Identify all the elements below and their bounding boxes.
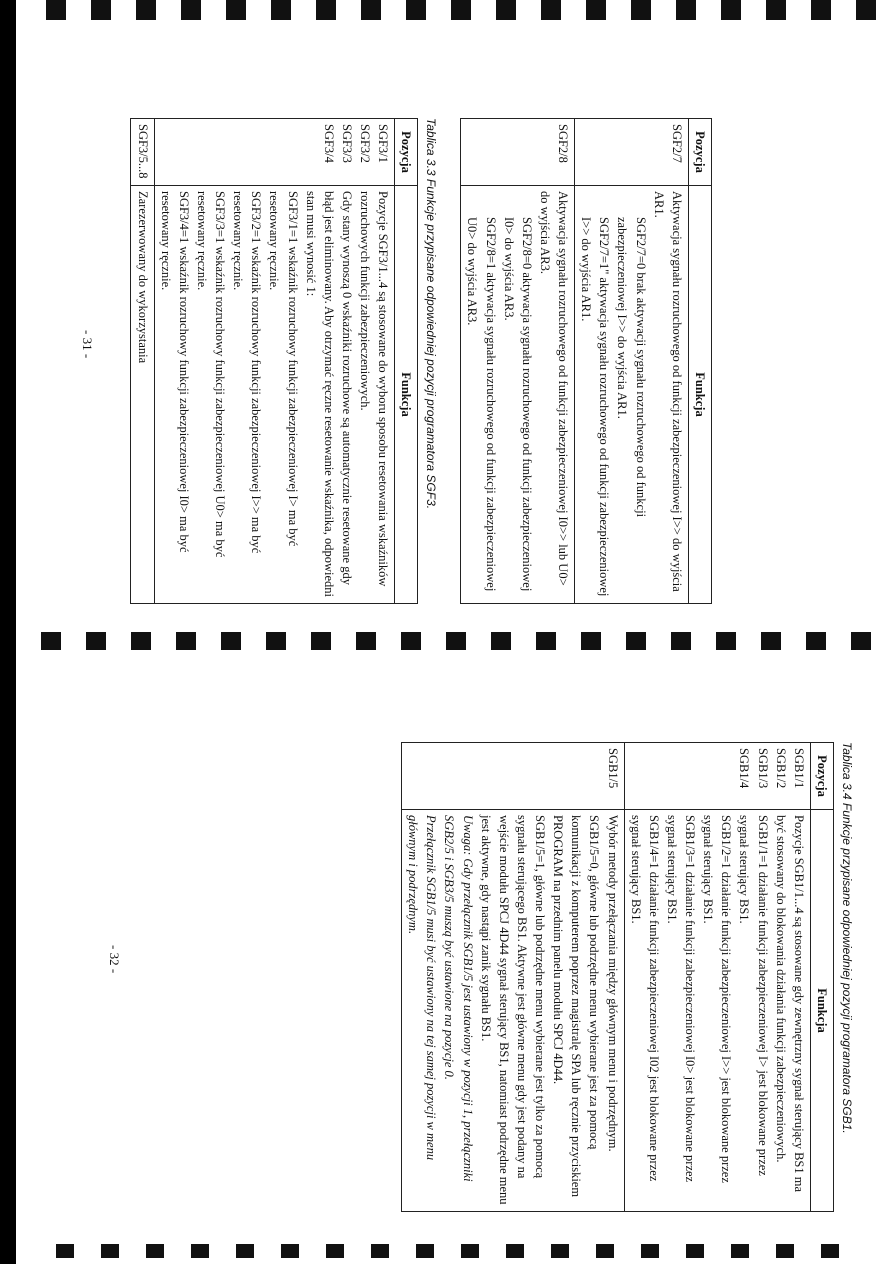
table-sgf3: [131, 118, 419, 604]
row-line: Pozycje SGB1/1...4 są stosowane gdy zewnętrzny sygnał sterujący BS1 ma być stosowany do blokowania działania funkcji zabezpieczeniowych.: [773, 815, 806, 1193]
row-note: Przełącznik SGB1/5 musi być ustawiony na tej samej pozycji w menu głównym i podrzędnym.: [406, 815, 439, 1161]
row-position: SGF3/3: [340, 124, 354, 163]
row-line: Aktywacja sygnału rozruchowego od funkcji zabezpieczeniowej I0>> lub U0> do wyjścia AR3.: [538, 191, 571, 586]
row-line: SGF3/1=1 wskaźnik rozruchowy funkcji zabezpieczeniowej I> ma być resetowany ręcznie.: [267, 191, 300, 547]
table-row: [131, 119, 154, 604]
table-caption-3-4: Tablica 3.4 Funkcje przypisane odpowiedniej pozycji programatora SGB1.: [840, 742, 854, 1134]
table-row: [624, 743, 810, 1212]
page-number-32: - 32 -: [107, 945, 122, 974]
header-pozycja: Pozycja: [395, 119, 418, 186]
table-sgf2: [460, 118, 712, 604]
row-line: SGB1/2=1 działanie funkcji zabezpieczeniowej I>> jest blokowane przez sygnał sterujący BS1.: [701, 815, 734, 1183]
row-position: SGF3/5...8: [131, 119, 154, 186]
row-position: SGB1/2: [773, 748, 788, 789]
table-row: [154, 119, 395, 604]
row-line: Gdy stany wynoszą 0 wskaźniki rozruchowe są automatycznie resetowane gdy błąd jest eliminowany. Aby otrzymać ręczne resetowanie wskaźnika, odpowiedni stan musi wynosić 1:: [303, 191, 354, 597]
table-row: [402, 743, 625, 1212]
row-line: Aktywacja sygnału rozruchowego od funkcji zabezpieczeniowej I>> do wyjścia AR1.: [651, 191, 684, 592]
row-position: SGB1/1: [791, 748, 806, 789]
row-position: SGB1/3: [755, 748, 770, 789]
page-32: [401, 742, 858, 1212]
page-number-31: - 31 -: [80, 330, 95, 359]
row-note: Uwaga: Gdy przełącznik SGB1/5 jest ustawiony w pozycji 1, przełączniki SGB2/5 i SGB3/5 muszą być ustawione na pozycje 0.: [442, 815, 475, 1182]
row-line: SGB1/5=0, główne lub podrzędne menu wybierane jest za pomocą komunikacji z komputerem poprzez magistralę SPA lub ręcznie przyciskiem PROGRAM na przednim panelu modułu SPCJ 4D44.: [551, 815, 602, 1198]
scan-marks-bottom: [16, 1238, 893, 1264]
row-position: SGF3/1: [376, 124, 391, 163]
row-position: SGF3/4: [321, 124, 336, 163]
row-line: Wybór metody przełączania między głównym menu i podrzędnym.: [605, 815, 620, 1152]
row-position: SGB1/5: [402, 743, 625, 810]
scan-marks-middle: [16, 628, 893, 654]
row-position: SGF3/2: [358, 124, 373, 163]
row-line: SGB1/3=1 działanie funkcji zabezpieczeniowej I0> jest blokowane przez sygnał sterujący BS1.: [665, 815, 698, 1183]
row-line: SGB1/1=1 działanie funkcji zabezpieczeniowej I> jest blokowane przez sygnał sterujący BS1.: [737, 815, 770, 1176]
row-position: SGB1/4: [737, 748, 752, 789]
header-pozycja: Pozycja: [688, 119, 711, 186]
header-funkcja: Funkcja: [688, 186, 711, 604]
table-row: [575, 119, 689, 604]
row-line: SGF2/8=1 aktywacja sygnału rozruchowego od funkcji zabezpieczeniowej U0> do wyjścia AR3.: [465, 217, 498, 592]
row-line: Pozycje SGF3/1...4 są stosowane do wyboru sposobu resetowania wskaźników rozruchowych funkcji zabezpieczeniowych.: [358, 191, 391, 587]
table-caption-3-3: Tablica 3.3 Funkcje przypisane odpowiedniej pozycji programatora SGF3.: [424, 118, 439, 510]
header-pozycja: Pozycja: [810, 743, 833, 810]
header-funkcja: Funkcja: [810, 810, 833, 1212]
table-sgb1: [401, 742, 834, 1212]
row-line: Zarezerwowany do wykorzystania: [131, 186, 154, 604]
row-line: SGF2/7=0 brak aktywacji sygnału rozruchowego od funkcji zabezpieczeniowej I>> do wyjścia AR1.: [615, 217, 648, 518]
row-position: SGF2/8: [461, 119, 575, 186]
row-line: SGB1/4=1 działanie funkcji zabezpieczeniowej I02 jest blokowane przez sygnał sterujący BS1.: [628, 815, 661, 1182]
table-row: [461, 119, 575, 604]
row-line: SGF2/8=0 aktywacja sygnału rozruchowego od funkcji zabezpieczeniowej I0> do wyjścia AR3.: [501, 217, 534, 592]
header-funkcja: Funkcja: [395, 186, 418, 604]
row-position: SGF2/7: [575, 119, 689, 186]
scan-marks-top: [16, 0, 893, 26]
scan-edge-bar: [0, 0, 16, 1264]
row-line: SGF3/3=1 wskaźnik rozruchowy funkcji zabezpieczeniowej U0> ma być resetowany ręcznie.: [195, 191, 228, 558]
row-line: SGF2/7=1" aktywacja sygnału rozruchowego od funkcji zabezpieczeniowej I>> do wyjścia AR1.: [579, 217, 612, 597]
page-31: [131, 118, 713, 604]
row-line: SGF3/4=1 wskaźnik rozruchowy funkcji zabezpieczeniowej I0> ma być resetowany ręcznie.: [158, 191, 191, 553]
row-line: SGF3/2=1 wskaźnik rozruchowy funkcji zabezpieczeniowej I>> ma być resetowany ręcznie.: [231, 191, 264, 554]
row-line: SGB1/5=1, główne lub podrzędne menu wybierane jest tylko za pomocą sygnału sterującego BS1. Aktywne jest główne menu gdy jest podany na wejście modułu SPCJ 4D44 sygnał sterujący BS1, natomiast podrzędne menu jest aktywne, gdy nastąpi zanik sygnału BS1.: [478, 815, 548, 1205]
